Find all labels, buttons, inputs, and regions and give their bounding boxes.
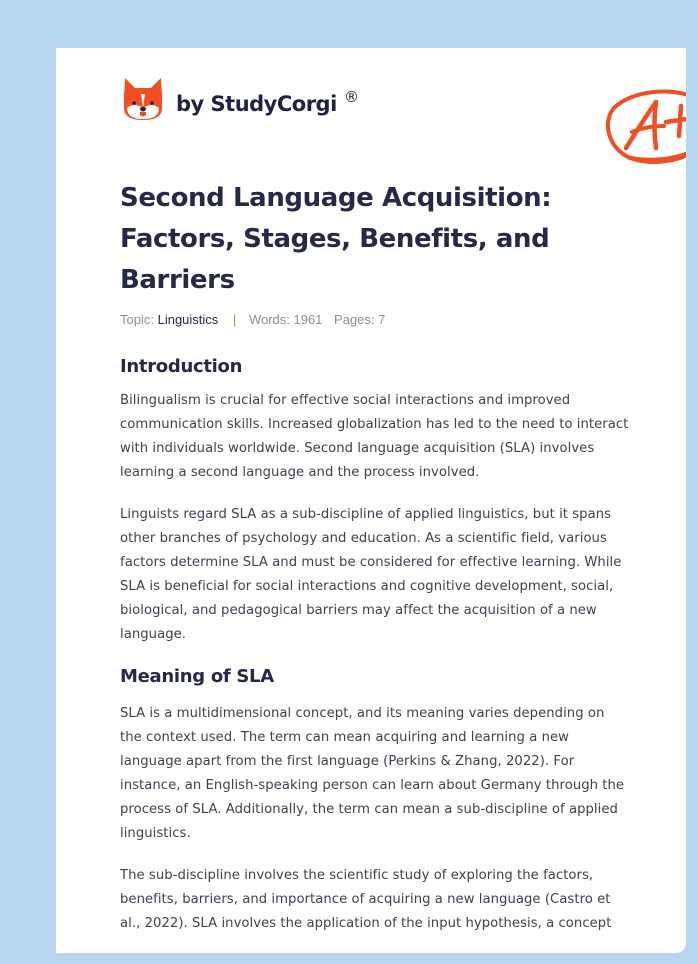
article-title: Second Language Acquisition: Factors, Stages, Benefits, and Barriers bbox=[120, 183, 552, 295]
paragraph: The sub-discipline involves the scientific study of exploring the factors, benefits, barriers, and importance of acquiring a new language (Castro et al., 2022). SLA involves the application of the input hypothesis, a concept bbox=[120, 868, 612, 931]
paragraph: Linguists regard SLA as a sub-discipline of applied linguistics, but it spans other branches of psychology and education. As a scientific field, various factors determine SLA and must be considered for effective learning. While SLA is beneficial for social interactions and cognitive development, social, biological, and pedagogical barriers may affect the acquisition of a new language. bbox=[120, 507, 622, 642]
word-count: Words: 1961 bbox=[248, 312, 323, 327]
meta-separator: | bbox=[232, 312, 237, 327]
a-plus-icon bbox=[602, 86, 686, 168]
header bbox=[120, 76, 660, 146]
paragraph: Bilingualism is crucial for effective social interactions and improved communication skills. Increased globalization has led to the need to interact with individuals worldwide. Second language acquisition (SLA) involves learning a second language and the process involved. bbox=[120, 393, 629, 480]
document-card bbox=[56, 48, 686, 953]
page-count: Pages: 7 bbox=[334, 312, 386, 327]
topic-label: Topic: bbox=[120, 312, 154, 327]
registered-mark: ® bbox=[344, 88, 359, 106]
corgi-icon bbox=[122, 76, 164, 122]
paragraph: SLA is a multidimensional concept, and its meaning varies depending on the context used. The term can mean acquiring and learning a new language apart from the first language (Perkins & Zhang, 2022). For instance, an English-speaking person can learn about Germany through the process of SLA. Additionally, the term can mean a sub-discipline of applied linguistics. bbox=[120, 706, 625, 841]
topic-link[interactable]: Linguistics bbox=[157, 312, 219, 327]
logo-text: by StudyCorgi bbox=[176, 92, 337, 116]
studycorgi-logo[interactable] bbox=[122, 76, 359, 122]
section-heading-meaning-of-sla: Meaning of SLA bbox=[120, 666, 274, 687]
section-heading-introduction: Introduction bbox=[120, 356, 243, 377]
article-meta bbox=[120, 312, 385, 327]
article-body bbox=[120, 352, 630, 936]
